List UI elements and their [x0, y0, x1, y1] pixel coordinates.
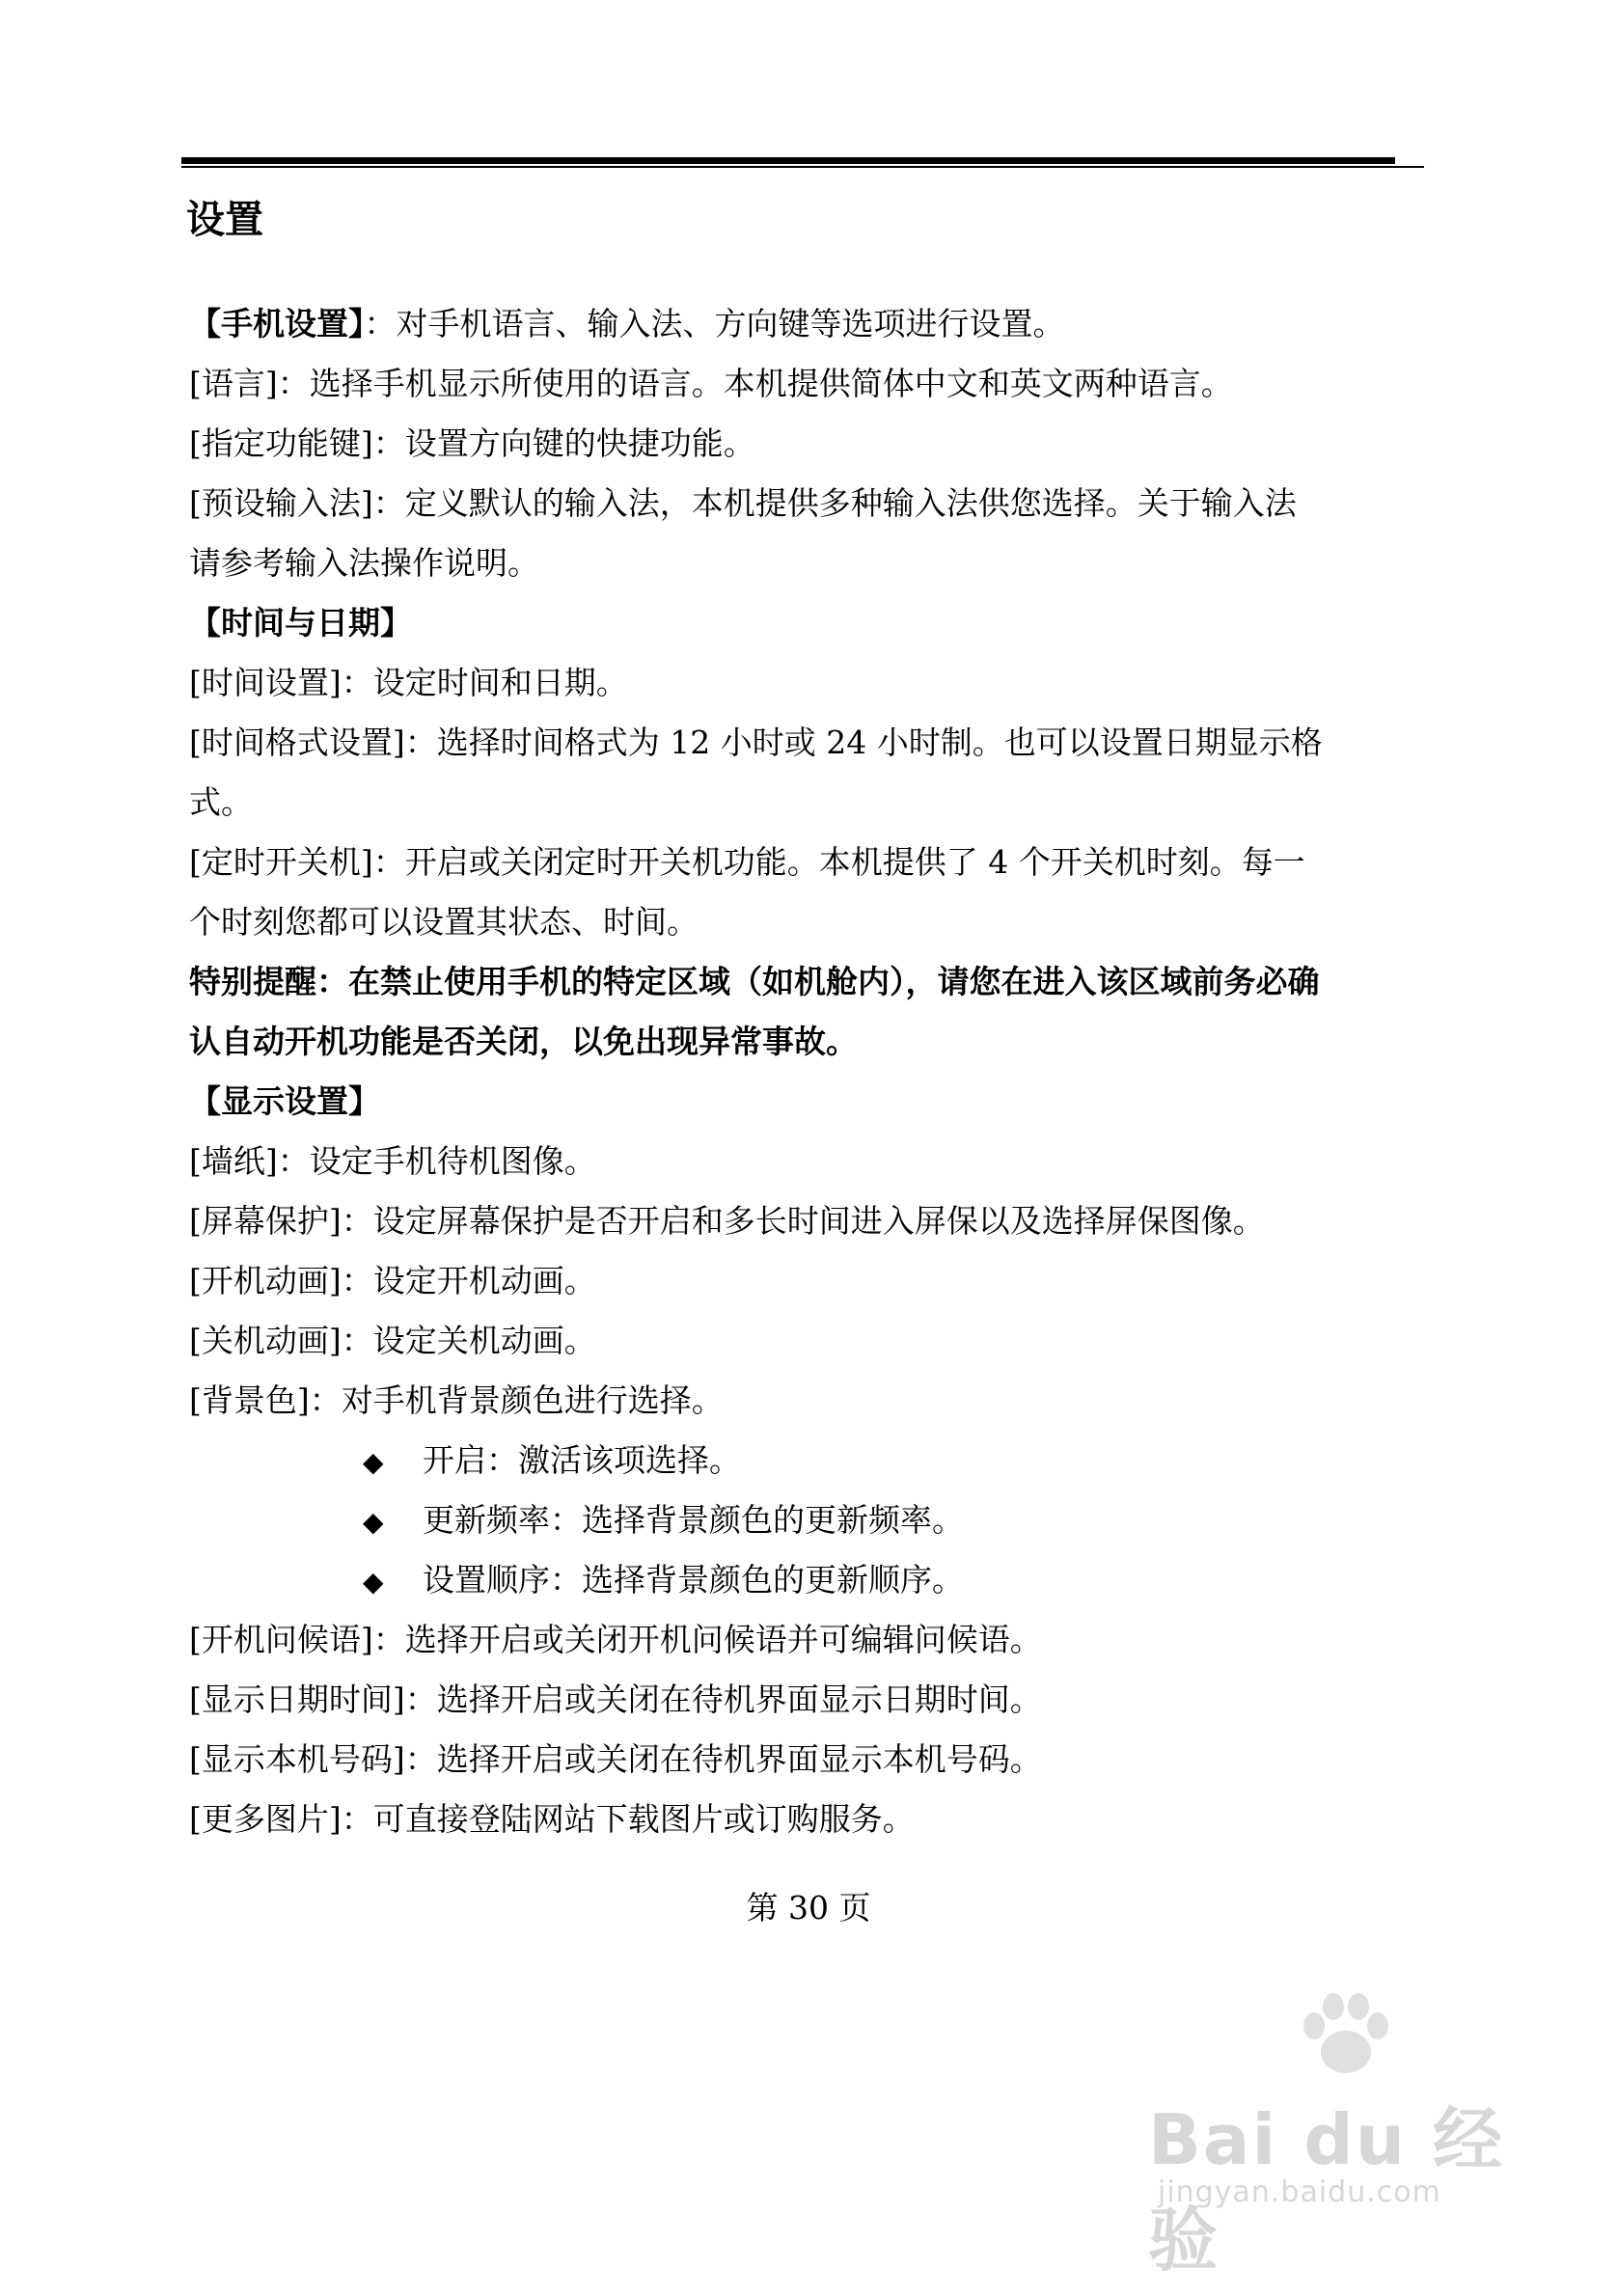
diamond-bullet-icon: ◆	[363, 1446, 384, 1478]
header-rule-thin	[181, 166, 1424, 168]
text-line: [时间设置]：设定时间和日期。	[189, 664, 628, 701]
document-body	[189, 294, 1424, 1849]
text-line: [关机动画]：设定关机动画。	[189, 1322, 596, 1359]
bullet-item	[189, 1550, 1424, 1610]
header-rule-thick	[181, 157, 1395, 164]
paw-icon	[1293, 1992, 1399, 2079]
bullet-text: 设置顺序：选择背景颜色的更新顺序。	[423, 1561, 964, 1599]
page-number: 第 30 页	[746, 1889, 871, 1927]
section-description: ：对手机语言、输入法、方向键等选项进行设置。	[364, 305, 1065, 342]
bullet-item	[189, 1431, 1424, 1490]
text-line	[189, 294, 1424, 354]
text-line: [时间格式设置]：选择时间格式为 12 小时或 24 小时制。也可以设置日期显示格	[189, 724, 1323, 761]
text-line: 请参考输入法操作说明。	[189, 544, 539, 582]
text-line: [指定功能键]：设置方向键的快捷功能。	[189, 424, 755, 462]
bullet-text: 开启：激活该项选择。	[423, 1441, 741, 1479]
text-line: [背景色]：对手机背景颜色进行选择。	[189, 1381, 724, 1419]
text-line: 式。	[189, 783, 253, 821]
text-line: [屏幕保护]：设定屏幕保护是否开启和多长时间进入屏保以及选择屏保图像。	[189, 1202, 1265, 1240]
text-line: 特别提醒：在禁止使用手机的特定区域（如机舱内），请您在进入该区域前务必确	[189, 963, 1320, 1000]
bullet-text: 更新频率：选择背景颜色的更新频率。	[423, 1501, 964, 1539]
bullet-item	[189, 1490, 1424, 1550]
section-heading: 【手机设置】	[189, 305, 365, 342]
text-line: [开机问候语]：选择开启或关闭开机问候语并可编辑问候语。	[189, 1621, 1042, 1658]
watermark-logo: Bai du 经验	[1148, 2099, 1505, 2281]
baidu-watermark	[1148, 1992, 1524, 2281]
diamond-bullet-icon: ◆	[363, 1506, 384, 1538]
text-line: [语言]：选择手机显示所使用的语言。本机提供简体中文和英文两种语言。	[189, 365, 1233, 402]
text-line: 认自动开机功能是否关闭，以免出现异常事故。	[189, 1023, 858, 1060]
page-title: 设置	[186, 198, 263, 242]
text-line: 【显示设置】	[189, 1082, 380, 1120]
text-line: 个时刻您都可以设置其状态、时间。	[189, 903, 699, 941]
text-line: [显示日期时间]：选择开启或关闭在待机界面显示日期时间。	[189, 1681, 1042, 1718]
text-line: [开机动画]：设定开机动画。	[189, 1262, 596, 1299]
text-line: 【时间与日期】	[189, 604, 412, 642]
text-line: [显示本机号码]：选择开启或关闭在待机界面显示本机号码。	[189, 1740, 1042, 1778]
text-line: [墙纸]：设定手机待机图像。	[189, 1142, 596, 1180]
diamond-bullet-icon: ◆	[363, 1566, 384, 1598]
text-line: [定时开关机]：开启或关闭定时开关机功能。本机提供了 4 个开关机时刻。每一	[189, 843, 1305, 881]
watermark-url: jingyan.baidu.com	[1158, 2175, 1441, 2209]
text-line: [预设输入法]：定义默认的输入法，本机提供多种输入法供您选择。关于输入法	[189, 484, 1297, 522]
text-line: [更多图片]：可直接登陆网站下载图片或订购服务。	[189, 1800, 915, 1838]
